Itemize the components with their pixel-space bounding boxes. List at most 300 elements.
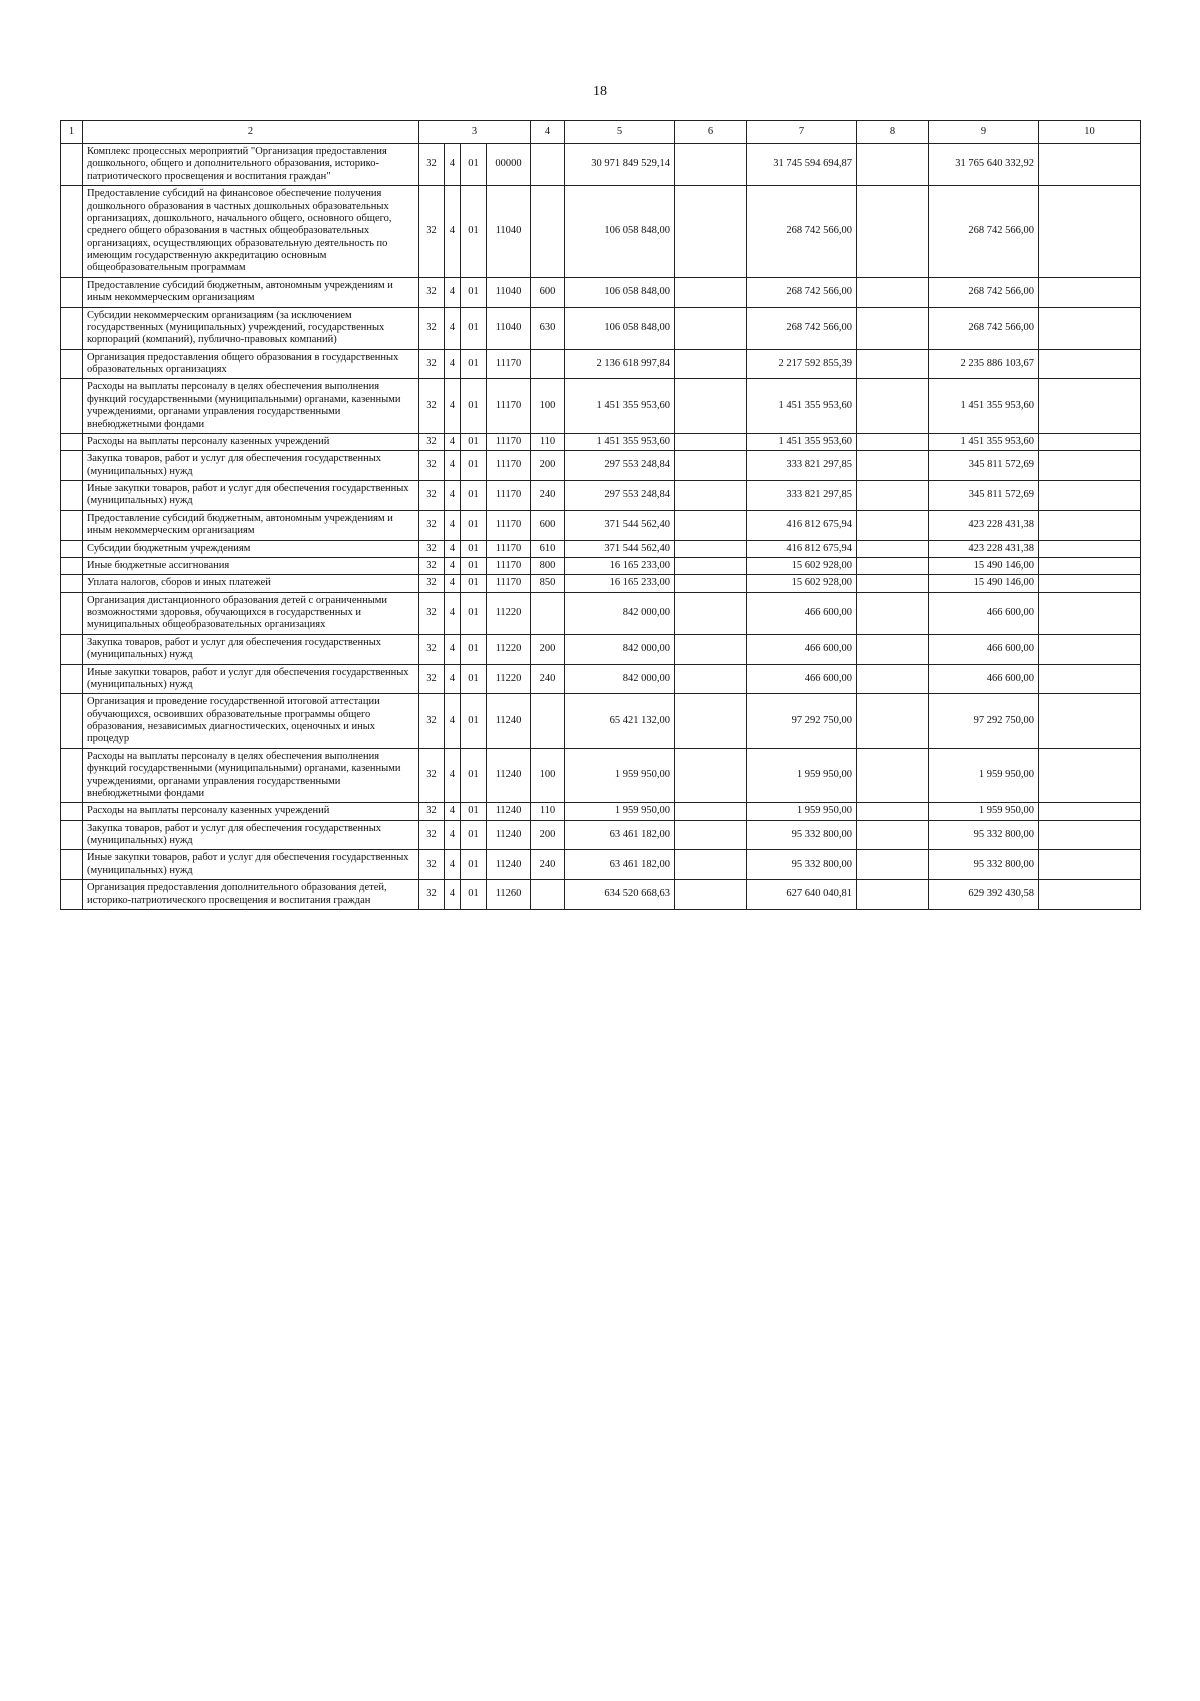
code-part-cell: 32 — [419, 481, 445, 511]
code-part-cell: 11170 — [487, 557, 531, 574]
amount-cell: 95 332 800,00 — [929, 850, 1039, 880]
expense-type-cell: 200 — [531, 820, 565, 850]
amount-cell — [675, 803, 747, 820]
table-row — [61, 820, 1141, 850]
code-part-cell: 32 — [419, 803, 445, 820]
code-part-cell: 4 — [445, 694, 461, 749]
amount-cell — [675, 557, 747, 574]
code-part-cell: 11240 — [487, 748, 531, 803]
expense-type-cell — [531, 880, 565, 910]
code-part-cell: 01 — [461, 557, 487, 574]
amount-cell — [1039, 349, 1141, 379]
amount-cell — [1039, 664, 1141, 694]
row-name-cell: Предоставление субсидий на финансовое обеспечение получения дошкольного образования в частных дошкольных образовательных организациях, дошкольного, начального общего, основного общего, среднего общего образования в частных общеобразовательных организациях, осуществляющих образовательную деятельность по имеющим государственную аккредитацию основным общеобразовательным программам — [83, 186, 419, 278]
column-header: 2 — [83, 121, 419, 144]
table-row — [61, 510, 1141, 540]
amount-cell — [1039, 820, 1141, 850]
row-name-cell: Расходы на выплаты персоналу казенных учреждений — [83, 803, 419, 820]
amount-cell — [675, 880, 747, 910]
amount-cell: 268 742 566,00 — [747, 307, 857, 349]
amount-cell — [857, 880, 929, 910]
amount-cell — [857, 451, 929, 481]
amount-cell: 16 165 233,00 — [565, 575, 675, 592]
amount-cell — [675, 575, 747, 592]
amount-cell — [675, 481, 747, 511]
amount-cell: 423 228 431,38 — [929, 510, 1039, 540]
amount-cell — [857, 592, 929, 634]
amount-cell: 466 600,00 — [747, 664, 857, 694]
table-row — [61, 186, 1141, 278]
amount-cell — [857, 307, 929, 349]
code-part-cell: 4 — [445, 803, 461, 820]
amount-cell: 629 392 430,58 — [929, 880, 1039, 910]
header-row — [61, 121, 1141, 144]
code-part-cell: 01 — [461, 748, 487, 803]
amount-cell — [675, 850, 747, 880]
code-part-cell: 4 — [445, 592, 461, 634]
amount-cell: 627 640 040,81 — [747, 880, 857, 910]
code-part-cell: 01 — [461, 186, 487, 278]
column-header: 3 — [419, 121, 531, 144]
code-part-cell: 32 — [419, 144, 445, 186]
amount-cell: 63 461 182,00 — [565, 850, 675, 880]
amount-cell: 1 451 355 953,60 — [565, 433, 675, 450]
row-number-cell — [61, 634, 83, 664]
amount-cell — [675, 433, 747, 450]
amount-cell — [675, 694, 747, 749]
code-part-cell: 11040 — [487, 307, 531, 349]
code-part-cell: 4 — [445, 307, 461, 349]
expense-type-cell — [531, 349, 565, 379]
row-name-cell: Расходы на выплаты персоналу казенных учреждений — [83, 433, 419, 450]
table-row — [61, 277, 1141, 307]
amount-cell: 1 959 950,00 — [747, 748, 857, 803]
amount-cell: 842 000,00 — [565, 592, 675, 634]
code-part-cell: 32 — [419, 540, 445, 557]
code-part-cell: 32 — [419, 880, 445, 910]
amount-cell: 65 421 132,00 — [565, 694, 675, 749]
code-part-cell: 01 — [461, 664, 487, 694]
code-part-cell: 32 — [419, 349, 445, 379]
amount-cell — [857, 540, 929, 557]
amount-cell — [857, 664, 929, 694]
amount-cell: 371 544 562,40 — [565, 510, 675, 540]
row-number-cell — [61, 540, 83, 557]
table-row — [61, 850, 1141, 880]
code-part-cell: 11170 — [487, 451, 531, 481]
code-part-cell: 01 — [461, 694, 487, 749]
code-part-cell: 01 — [461, 575, 487, 592]
amount-cell — [857, 748, 929, 803]
code-part-cell: 32 — [419, 557, 445, 574]
amount-cell — [675, 634, 747, 664]
column-header: 9 — [929, 121, 1039, 144]
code-part-cell: 11170 — [487, 540, 531, 557]
amount-cell: 1 959 950,00 — [929, 803, 1039, 820]
row-number-cell — [61, 349, 83, 379]
code-part-cell: 11170 — [487, 481, 531, 511]
code-part-cell: 01 — [461, 540, 487, 557]
expense-type-cell — [531, 186, 565, 278]
row-name-cell: Закупка товаров, работ и услуг для обеспечения государственных (муниципальных) нужд — [83, 634, 419, 664]
code-part-cell: 32 — [419, 575, 445, 592]
amount-cell: 1 959 950,00 — [929, 748, 1039, 803]
code-part-cell: 4 — [445, 481, 461, 511]
code-part-cell: 32 — [419, 592, 445, 634]
amount-cell: 1 451 355 953,60 — [565, 379, 675, 434]
code-part-cell: 01 — [461, 451, 487, 481]
code-part-cell: 01 — [461, 634, 487, 664]
code-part-cell: 01 — [461, 144, 487, 186]
expense-type-cell: 850 — [531, 575, 565, 592]
row-name-cell: Предоставление субсидий бюджетным, автономным учреждениям и иным некоммерческим организациям — [83, 277, 419, 307]
amount-cell: 15 602 928,00 — [747, 575, 857, 592]
amount-cell — [857, 820, 929, 850]
code-part-cell: 00000 — [487, 144, 531, 186]
code-part-cell: 11260 — [487, 880, 531, 910]
row-number-cell — [61, 820, 83, 850]
amount-cell: 95 332 800,00 — [747, 820, 857, 850]
amount-cell — [675, 540, 747, 557]
row-number-cell — [61, 592, 83, 634]
amount-cell — [857, 379, 929, 434]
amount-cell — [675, 277, 747, 307]
column-header: 8 — [857, 121, 929, 144]
expense-type-cell: 100 — [531, 748, 565, 803]
amount-cell — [857, 850, 929, 880]
expense-type-cell: 200 — [531, 451, 565, 481]
row-name-cell: Предоставление субсидий бюджетным, автономным учреждениям и иным некоммерческим организациям — [83, 510, 419, 540]
code-part-cell: 4 — [445, 557, 461, 574]
code-part-cell: 01 — [461, 803, 487, 820]
row-number-cell — [61, 451, 83, 481]
amount-cell: 2 136 618 997,84 — [565, 349, 675, 379]
code-part-cell: 4 — [445, 451, 461, 481]
code-part-cell: 32 — [419, 694, 445, 749]
row-number-cell — [61, 880, 83, 910]
row-number-cell — [61, 379, 83, 434]
amount-cell — [1039, 379, 1141, 434]
table-row — [61, 575, 1141, 592]
amount-cell — [1039, 880, 1141, 910]
table-row — [61, 307, 1141, 349]
amount-cell: 1 451 355 953,60 — [747, 433, 857, 450]
code-part-cell: 11220 — [487, 592, 531, 634]
table-row — [61, 481, 1141, 511]
row-number-cell — [61, 510, 83, 540]
amount-cell — [857, 349, 929, 379]
amount-cell: 416 812 675,94 — [747, 540, 857, 557]
code-part-cell: 01 — [461, 592, 487, 634]
row-name-cell: Иные закупки товаров, работ и услуг для обеспечения государственных (муниципальных) нужд — [83, 664, 419, 694]
amount-cell — [1039, 850, 1141, 880]
amount-cell: 297 553 248,84 — [565, 481, 675, 511]
amount-cell — [1039, 592, 1141, 634]
amount-cell — [675, 664, 747, 694]
table-row — [61, 540, 1141, 557]
amount-cell: 16 165 233,00 — [565, 557, 675, 574]
code-part-cell: 11240 — [487, 803, 531, 820]
amount-cell: 416 812 675,94 — [747, 510, 857, 540]
row-name-cell: Расходы на выплаты персоналу в целях обеспечения выполнения функций государственными (муниципальными) органами, казенными учреждениями, органами управления государственными внебюджетными фондами — [83, 748, 419, 803]
row-number-cell — [61, 307, 83, 349]
amount-cell: 268 742 566,00 — [747, 277, 857, 307]
code-part-cell: 01 — [461, 850, 487, 880]
row-number-cell — [61, 575, 83, 592]
amount-cell — [857, 144, 929, 186]
amount-cell — [1039, 557, 1141, 574]
code-part-cell: 4 — [445, 510, 461, 540]
code-part-cell: 4 — [445, 349, 461, 379]
amount-cell: 15 602 928,00 — [747, 557, 857, 574]
budget-table — [60, 120, 1141, 910]
code-part-cell: 11220 — [487, 634, 531, 664]
row-name-cell: Закупка товаров, работ и услуг для обеспечения государственных (муниципальных) нужд — [83, 451, 419, 481]
amount-cell — [857, 575, 929, 592]
code-part-cell: 4 — [445, 540, 461, 557]
table-row — [61, 694, 1141, 749]
code-part-cell: 11040 — [487, 186, 531, 278]
row-number-cell — [61, 481, 83, 511]
amount-cell: 106 058 848,00 — [565, 307, 675, 349]
code-part-cell: 32 — [419, 634, 445, 664]
code-part-cell: 11170 — [487, 510, 531, 540]
code-part-cell: 32 — [419, 307, 445, 349]
code-part-cell: 01 — [461, 277, 487, 307]
table-row — [61, 592, 1141, 634]
expense-type-cell: 110 — [531, 803, 565, 820]
row-name-cell: Организация дистанционного образования детей с ограниченными возможностями здоровья, обучающихся в государственных и муниципальных общеобразовательных организациях — [83, 592, 419, 634]
code-part-cell: 01 — [461, 880, 487, 910]
code-part-cell: 32 — [419, 510, 445, 540]
amount-cell — [675, 144, 747, 186]
row-number-cell — [61, 433, 83, 450]
expense-type-cell: 110 — [531, 433, 565, 450]
amount-cell: 842 000,00 — [565, 664, 675, 694]
amount-cell — [675, 186, 747, 278]
expense-type-cell: 600 — [531, 277, 565, 307]
amount-cell: 268 742 566,00 — [929, 307, 1039, 349]
amount-cell — [857, 277, 929, 307]
amount-cell — [1039, 451, 1141, 481]
row-number-cell — [61, 277, 83, 307]
amount-cell — [857, 803, 929, 820]
amount-cell: 1 959 950,00 — [747, 803, 857, 820]
table-row — [61, 664, 1141, 694]
column-header: 7 — [747, 121, 857, 144]
amount-cell: 842 000,00 — [565, 634, 675, 664]
amount-cell: 345 811 572,69 — [929, 451, 1039, 481]
code-part-cell: 11170 — [487, 433, 531, 450]
code-part-cell: 32 — [419, 379, 445, 434]
row-number-cell — [61, 664, 83, 694]
amount-cell — [1039, 186, 1141, 278]
code-part-cell: 32 — [419, 433, 445, 450]
table-row — [61, 880, 1141, 910]
amount-cell — [1039, 433, 1141, 450]
expense-type-cell — [531, 144, 565, 186]
amount-cell: 1 959 950,00 — [565, 748, 675, 803]
code-part-cell: 32 — [419, 186, 445, 278]
row-number-cell — [61, 144, 83, 186]
table-row — [61, 451, 1141, 481]
row-number-cell — [61, 748, 83, 803]
row-name-cell: Иные закупки товаров, работ и услуг для обеспечения государственных (муниципальных) нужд — [83, 481, 419, 511]
expense-type-cell: 240 — [531, 664, 565, 694]
code-part-cell: 4 — [445, 820, 461, 850]
amount-cell: 466 600,00 — [929, 664, 1039, 694]
amount-cell — [1039, 634, 1141, 664]
amount-cell: 297 553 248,84 — [565, 451, 675, 481]
table-row — [61, 349, 1141, 379]
amount-cell: 345 811 572,69 — [929, 481, 1039, 511]
table-row — [61, 144, 1141, 186]
amount-cell: 106 058 848,00 — [565, 186, 675, 278]
amount-cell — [675, 510, 747, 540]
code-part-cell: 11170 — [487, 379, 531, 434]
code-part-cell: 32 — [419, 748, 445, 803]
column-header: 1 — [61, 121, 83, 144]
amount-cell: 268 742 566,00 — [929, 277, 1039, 307]
row-name-cell: Организация предоставления дополнительного образования детей, историко-патриотического просвещения и воспитания граждан — [83, 880, 419, 910]
amount-cell: 423 228 431,38 — [929, 540, 1039, 557]
expense-type-cell: 200 — [531, 634, 565, 664]
amount-cell — [857, 186, 929, 278]
amount-cell — [1039, 307, 1141, 349]
expense-type-cell: 240 — [531, 481, 565, 511]
amount-cell: 2 217 592 855,39 — [747, 349, 857, 379]
amount-cell: 31 765 640 332,92 — [929, 144, 1039, 186]
amount-cell: 333 821 297,85 — [747, 451, 857, 481]
amount-cell — [857, 694, 929, 749]
code-part-cell: 01 — [461, 433, 487, 450]
row-name-cell: Субсидии бюджетным учреждениям — [83, 540, 419, 557]
amount-cell — [675, 451, 747, 481]
row-number-cell — [61, 557, 83, 574]
row-name-cell: Иные бюджетные ассигнования — [83, 557, 419, 574]
code-part-cell: 4 — [445, 880, 461, 910]
code-part-cell: 01 — [461, 307, 487, 349]
amount-cell: 268 742 566,00 — [929, 186, 1039, 278]
code-part-cell: 01 — [461, 379, 487, 434]
code-part-cell: 32 — [419, 277, 445, 307]
row-name-cell: Субсидии некоммерческим организациям (за исключением государственных (муниципальных) учреждений, государственных корпораций (компаний), публично-правовых компаний) — [83, 307, 419, 349]
amount-cell — [857, 481, 929, 511]
code-part-cell: 11220 — [487, 664, 531, 694]
amount-cell — [675, 592, 747, 634]
expense-type-cell: 800 — [531, 557, 565, 574]
amount-cell — [857, 557, 929, 574]
expense-type-cell: 630 — [531, 307, 565, 349]
table-row — [61, 748, 1141, 803]
budget-table-sheet — [60, 120, 1140, 1660]
amount-cell — [857, 433, 929, 450]
code-part-cell: 4 — [445, 277, 461, 307]
amount-cell: 268 742 566,00 — [747, 186, 857, 278]
amount-cell — [1039, 575, 1141, 592]
amount-cell — [1039, 144, 1141, 186]
amount-cell — [1039, 803, 1141, 820]
code-part-cell: 01 — [461, 481, 487, 511]
row-number-cell — [61, 694, 83, 749]
code-part-cell: 32 — [419, 850, 445, 880]
amount-cell: 634 520 668,63 — [565, 880, 675, 910]
code-part-cell: 11240 — [487, 820, 531, 850]
amount-cell: 1 959 950,00 — [565, 803, 675, 820]
amount-cell: 106 058 848,00 — [565, 277, 675, 307]
code-part-cell: 32 — [419, 820, 445, 850]
code-part-cell: 11170 — [487, 349, 531, 379]
column-header: 4 — [531, 121, 565, 144]
code-part-cell: 4 — [445, 144, 461, 186]
amount-cell: 466 600,00 — [929, 634, 1039, 664]
code-part-cell: 4 — [445, 664, 461, 694]
amount-cell: 95 332 800,00 — [929, 820, 1039, 850]
table-row — [61, 433, 1141, 450]
expense-type-cell: 240 — [531, 850, 565, 880]
code-part-cell: 4 — [445, 186, 461, 278]
row-number-cell — [61, 803, 83, 820]
row-number-cell — [61, 186, 83, 278]
row-name-cell: Комплекс процессных мероприятий "Организация предоставления дошкольного, общего и дополнительного образования, историко-патриотического просвещения и воспитания граждан" — [83, 144, 419, 186]
amount-cell — [1039, 748, 1141, 803]
amount-cell — [675, 349, 747, 379]
amount-cell — [857, 510, 929, 540]
row-name-cell: Уплата налогов, сборов и иных платежей — [83, 575, 419, 592]
expense-type-cell — [531, 592, 565, 634]
amount-cell: 333 821 297,85 — [747, 481, 857, 511]
amount-cell — [1039, 540, 1141, 557]
amount-cell — [675, 748, 747, 803]
amount-cell: 15 490 146,00 — [929, 557, 1039, 574]
page-number: 18 — [593, 84, 607, 99]
code-part-cell: 4 — [445, 379, 461, 434]
code-part-cell: 01 — [461, 349, 487, 379]
amount-cell: 15 490 146,00 — [929, 575, 1039, 592]
expense-type-cell: 610 — [531, 540, 565, 557]
amount-cell: 1 451 355 953,60 — [747, 379, 857, 434]
table-row — [61, 634, 1141, 664]
row-number-cell — [61, 850, 83, 880]
column-header: 10 — [1039, 121, 1141, 144]
code-part-cell: 11240 — [487, 694, 531, 749]
row-name-cell: Иные закупки товаров, работ и услуг для обеспечения государственных (муниципальных) нужд — [83, 850, 419, 880]
row-name-cell: Организация предоставления общего образования в государственных образовательных организациях — [83, 349, 419, 379]
column-header: 5 — [565, 121, 675, 144]
amount-cell: 466 600,00 — [747, 592, 857, 634]
code-part-cell: 4 — [445, 433, 461, 450]
amount-cell — [1039, 277, 1141, 307]
amount-cell: 97 292 750,00 — [747, 694, 857, 749]
table-row — [61, 379, 1141, 434]
code-part-cell: 4 — [445, 575, 461, 592]
amount-cell — [675, 379, 747, 434]
amount-cell — [675, 820, 747, 850]
code-part-cell: 11240 — [487, 850, 531, 880]
amount-cell: 2 235 886 103,67 — [929, 349, 1039, 379]
code-part-cell: 4 — [445, 748, 461, 803]
code-part-cell: 32 — [419, 451, 445, 481]
amount-cell: 1 451 355 953,60 — [929, 379, 1039, 434]
column-header: 6 — [675, 121, 747, 144]
code-part-cell: 01 — [461, 510, 487, 540]
row-name-cell: Расходы на выплаты персоналу в целях обеспечения выполнения функций государственными (муниципальными) органами, казенными учреждениями, органами управления государственными внебюджетными фондами — [83, 379, 419, 434]
code-part-cell: 11170 — [487, 575, 531, 592]
table-row — [61, 557, 1141, 574]
amount-cell — [675, 307, 747, 349]
expense-type-cell: 600 — [531, 510, 565, 540]
row-name-cell: Организация и проведение государственной итоговой аттестации обучающихся, освоивших образовательные программы общего образования, независимых диагностических, оценочных и иных процедур — [83, 694, 419, 749]
